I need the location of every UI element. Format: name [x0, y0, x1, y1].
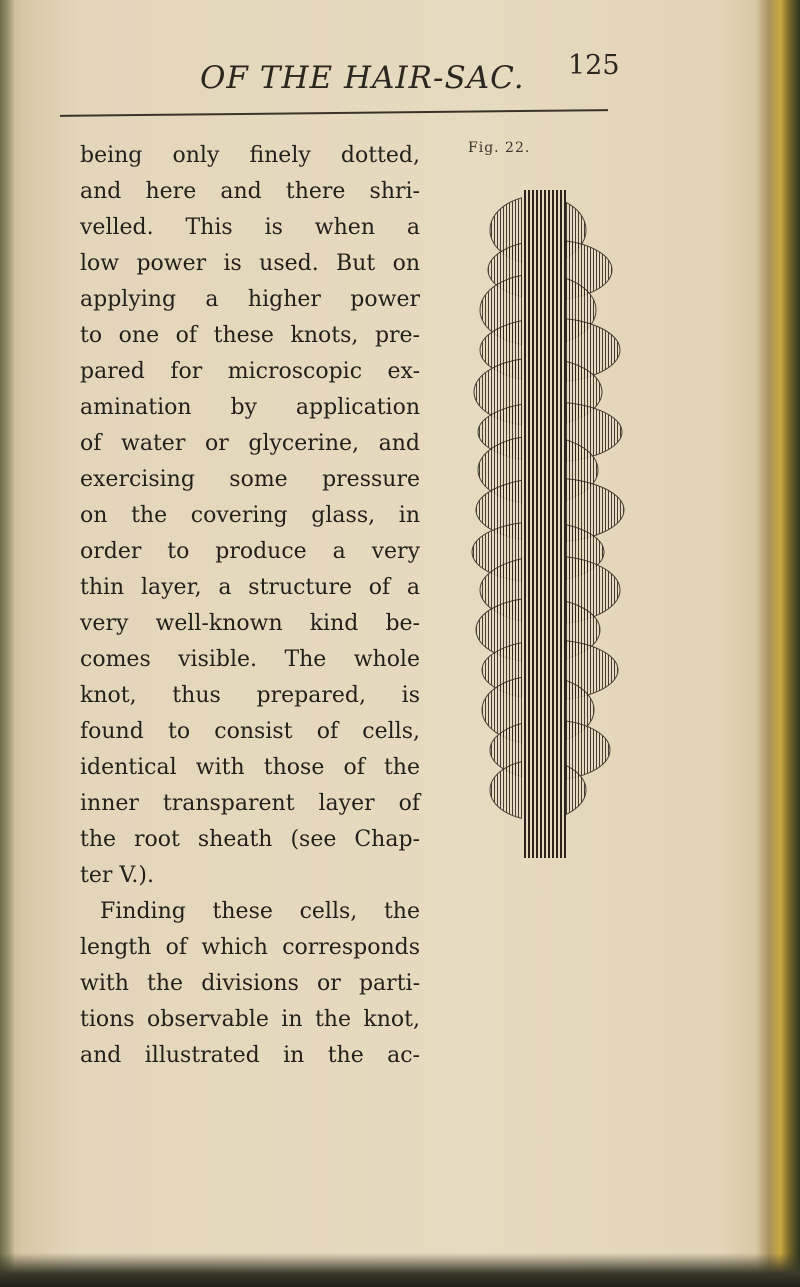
text-line: comes visible. The whole [80, 647, 420, 672]
text-line: on the covering glass, in [80, 503, 420, 528]
text-line: the root sheath (see Chap- [80, 827, 420, 852]
text-line: pared for microscopic ex- [80, 359, 420, 384]
header-rule [60, 109, 608, 117]
hair-shaft-knot-engraving-icon [440, 170, 640, 860]
text-line: very well-known kind be- [80, 611, 420, 636]
body-text [80, 138, 420, 1074]
text-line: and illustrated in the ac- [80, 1043, 420, 1068]
text-line: exercising some pressure [80, 467, 420, 492]
text-line: order to produce a very [80, 539, 420, 564]
text-line: Finding these cells, the [100, 899, 420, 924]
text-line: knot, thus prepared, is [80, 683, 420, 708]
text-line: with the divisions or parti- [80, 971, 420, 996]
text-line: and here and there shri- [80, 179, 420, 204]
page-binding-edge [0, 0, 14, 1287]
text-line: identical with those of the [80, 755, 420, 780]
text-line: applying a higher power [80, 287, 420, 312]
text-line: amination by application [80, 395, 420, 420]
text-line: of water or glycerine, and [80, 431, 420, 456]
hair-shaft [522, 190, 566, 858]
page-bottom-shadow [0, 1253, 800, 1287]
text-line: ter V.). [80, 863, 154, 888]
text-line: length of which corresponds [80, 935, 420, 960]
text-line: being only finely dotted, [80, 143, 420, 168]
text-line: found to consist of cells, [80, 719, 420, 744]
text-line: velled. This is when a [80, 215, 420, 240]
figure-label: Fig. 22. [468, 140, 531, 156]
text-line: low power is used. But on [80, 251, 420, 276]
text-line: thin layer, a structure of a [80, 575, 420, 600]
text-line: tions observable in the knot, [80, 1007, 420, 1032]
running-title: OF THE HAIR-SAC. [200, 60, 525, 96]
text-line: to one of these knots, pre- [80, 323, 420, 348]
text-line: inner transparent layer of [80, 791, 420, 816]
page-number: 125 [568, 50, 620, 81]
book-cover-edge [756, 0, 800, 1287]
